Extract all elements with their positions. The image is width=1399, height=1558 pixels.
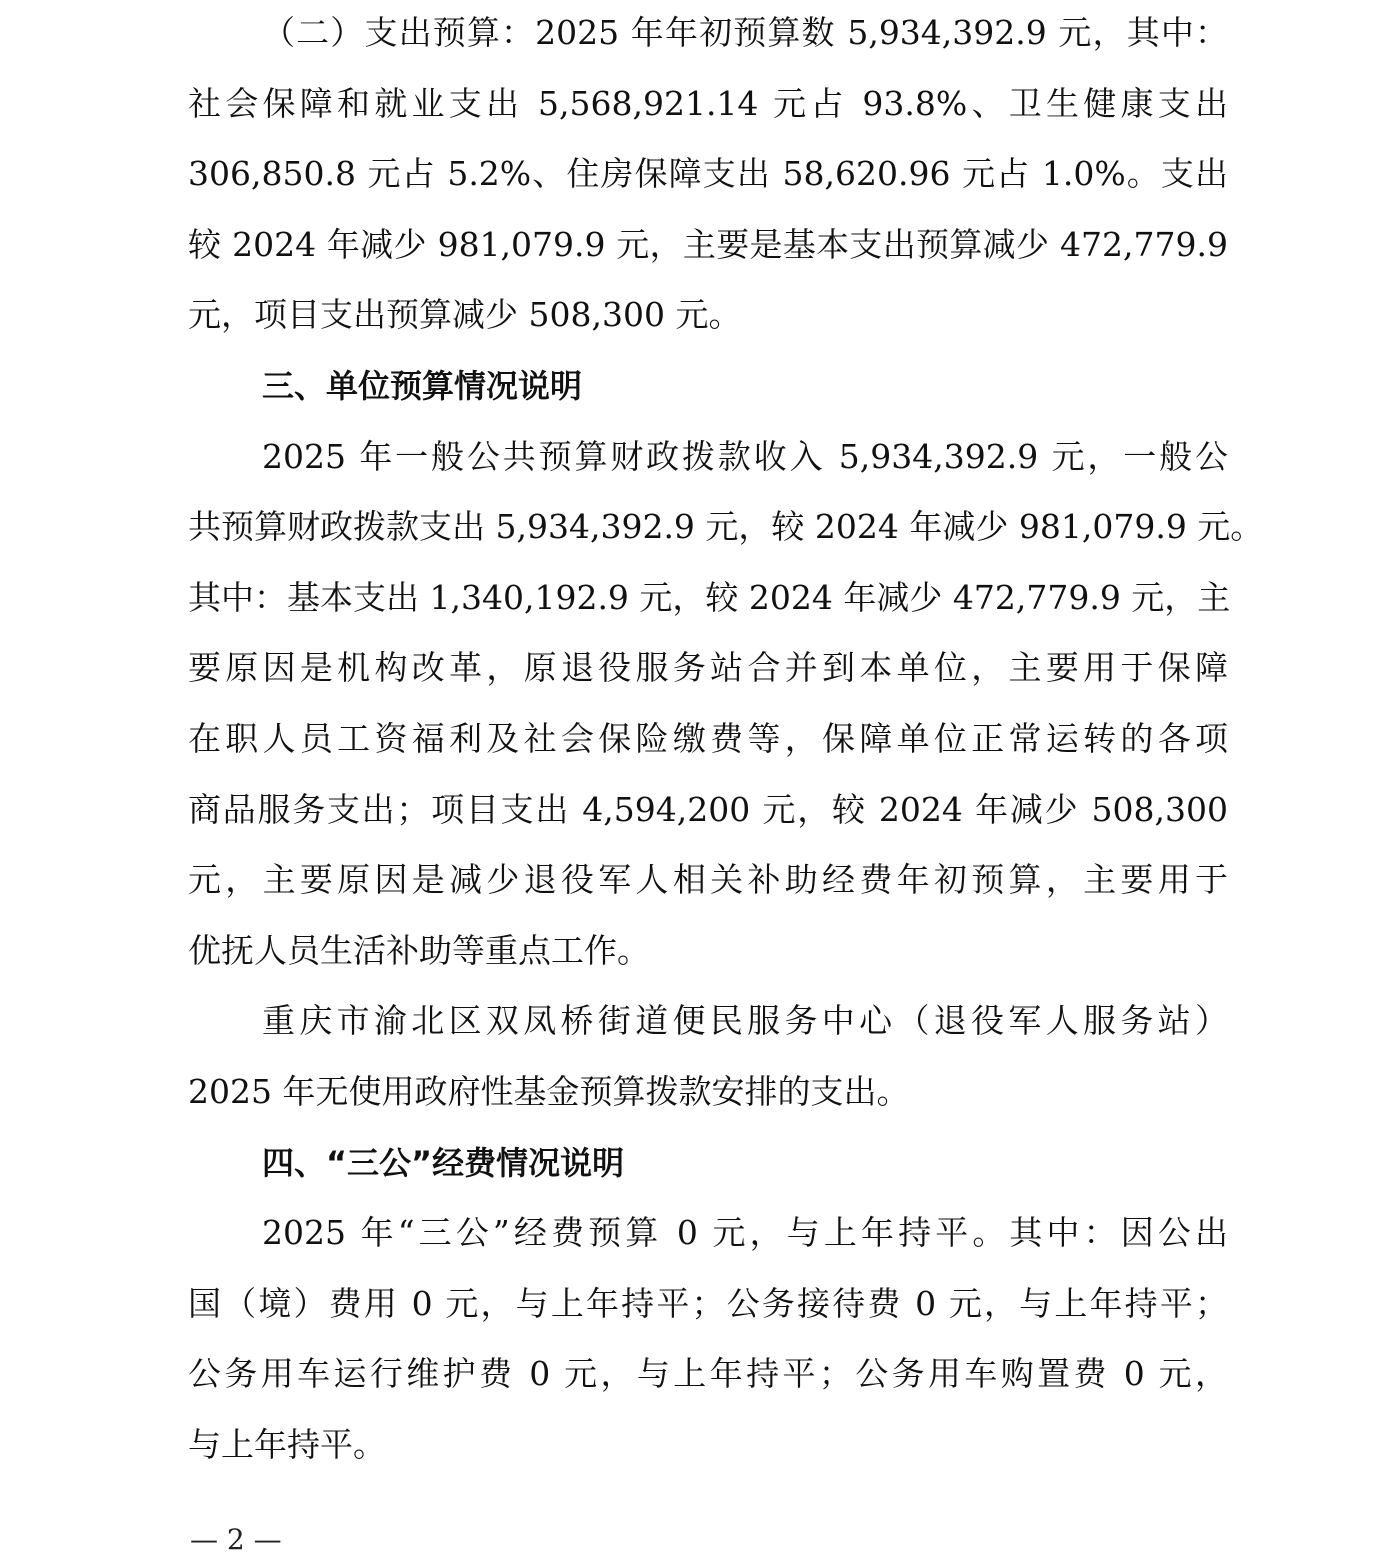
page-number: — 2 — xyxy=(190,1523,282,1556)
section-4-line-1: 2025 年“三公”经费预算 0 元，与上年持平。其中：因公出 xyxy=(262,1213,1228,1253)
section-2-line-4: 较 2024 年减少 981,079.9 元，主要是基本支出预算减少 472,779.9 xyxy=(188,224,1228,264)
section-3-para1-line-8: 优抚人员生活补助等重点工作。 xyxy=(188,930,650,970)
section-2-line-1: （二）支出预算：2025 年年初预算数 5,934,392.9 元，其中： xyxy=(262,13,1228,52)
section-3-para1-line-3: 其中：基本支出 1,340,192.9 元，较 2024 年减少 472,779.9 元，主 xyxy=(188,577,1231,617)
section-4-line-4: 与上年持平。 xyxy=(188,1424,386,1464)
section-2-line-5: 元，项目支出预算减少 508,300 元。 xyxy=(188,295,742,335)
section-3-heading: 三、单位预算情况说明 xyxy=(262,366,583,405)
section-3-para1-line-1: 2025 年一般公共预算财政拨款收入 5,934,392.9 元，一般公 xyxy=(262,436,1228,476)
section-2-line-3: 306,850.8 元占 5.2%、住房保障支出 58,620.96 元占 1.0%。支出 xyxy=(188,154,1228,194)
section-3-para1-line-5: 在职人员工资福利及社会保险缴费等，保障单位正常运转的各项 xyxy=(188,718,1228,758)
section-4-heading: 四、“三公”经费情况说明 xyxy=(262,1143,625,1182)
section-3-para1-line-4: 要原因是机构改革，原退役服务站合并到本单位，主要用于保障 xyxy=(188,648,1228,688)
section-3-para2-line-1: 重庆市渝北区双凤桥街道便民服务中心（退役军人服务站） xyxy=(262,1001,1228,1041)
section-3-para1-line-2: 共预算财政拨款支出 5,934,392.9 元，较 2024 年减少 981,079.9 元。 xyxy=(188,507,1264,547)
section-4-line-2: 国（境）费用 0 元，与上年持平；公务接待费 0 元，与上年持平； xyxy=(188,1283,1228,1323)
section-3-para1-line-7: 元，主要原因是减少退役军人相关补助经费年初预算，主要用于 xyxy=(188,860,1228,900)
section-4-line-3: 公务用车运行维护费 0 元，与上年持平；公务用车购置费 0 元， xyxy=(188,1354,1228,1394)
section-3-para2-line-2: 2025 年无使用政府性基金预算拨款安排的支出。 xyxy=(188,1071,910,1111)
section-2-line-2: 社会保障和就业支出 5,568,921.14 元占 93.8%、卫生健康支出 xyxy=(188,83,1228,123)
section-3-para1-line-6: 商品服务支出；项目支出 4,594,200 元，较 2024 年减少 508,300 xyxy=(188,789,1228,829)
document-page xyxy=(188,0,1264,1480)
